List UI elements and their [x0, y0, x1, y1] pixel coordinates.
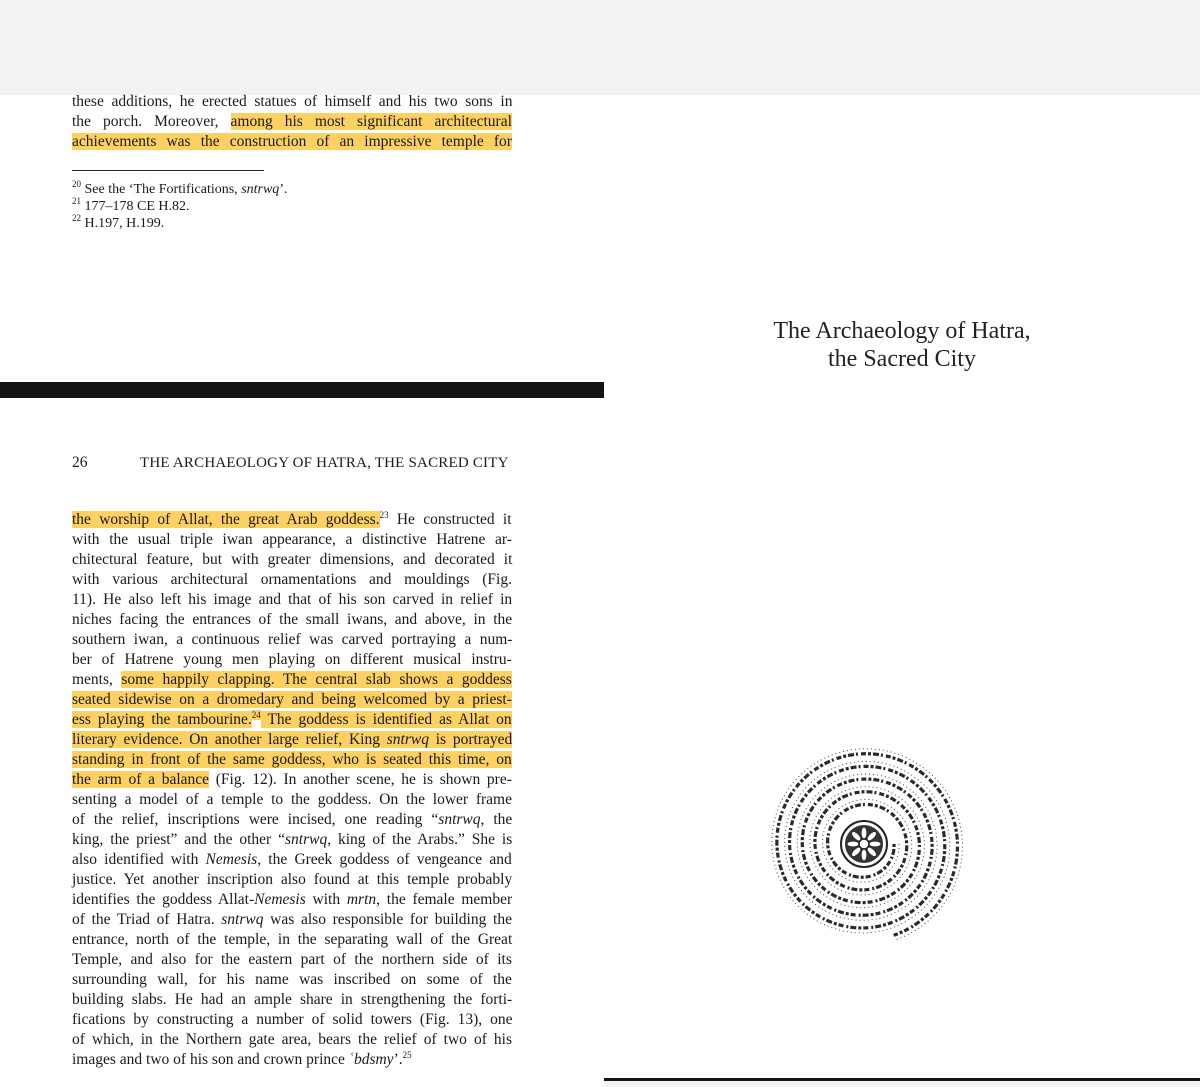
text-line — [72, 950, 512, 970]
text-line — [72, 610, 512, 630]
text-run: mrtn — [346, 891, 377, 908]
text-run: images and two of his son and crown prince — [72, 1051, 349, 1068]
text-line — [72, 590, 512, 610]
text-run: Nemesis — [205, 851, 258, 868]
text-run: (Fig. 12). In another scene, he is shown pre- — [209, 771, 512, 788]
book-title-line-2: the Sacred City — [828, 346, 976, 372]
highlighted-text: seated sidewise on a dromedary and being welcomed by a priest- — [72, 691, 512, 708]
text-line — [72, 630, 512, 650]
highlighted-text: achievements was the construction of an impressive temple for — [72, 133, 512, 150]
text-run: Temple, and also for the eastern part of the northern side of its — [72, 951, 512, 968]
text-line — [72, 710, 512, 730]
text-line — [72, 970, 512, 990]
highlighted-text: some happily clapping. The central slab shows a goddess — [121, 671, 512, 688]
note-reference: 21 — [72, 196, 81, 206]
text-run: of the Triad of Hatra. — [72, 911, 222, 928]
text-line — [72, 510, 512, 530]
highlighted-text: the arm of a balance — [72, 771, 210, 788]
text-line — [72, 750, 512, 770]
text-line — [72, 650, 512, 670]
text-run: of which, in the Northern gate area, bears the relief of two of his — [72, 1031, 512, 1048]
text-run: surrounding wall, for his name was inscribed on some of the — [72, 971, 512, 988]
text-line — [72, 92, 512, 112]
text-line — [72, 930, 512, 950]
text-run: ments, — [72, 671, 122, 688]
book-title-line-1: The Archaeology of Hatra, — [773, 318, 1031, 344]
text-run: H.197, H.199. — [81, 216, 165, 231]
text-run: the porch. Moreover, — [72, 113, 231, 130]
text-run: , the Greek goddess of vengeance and — [257, 851, 512, 868]
text-run: of the relief, inscriptions were incised, one reading “ — [72, 811, 439, 828]
text-run: fications by constructing a number of solid towers (Fig. 13), one — [72, 1011, 513, 1028]
text-run: with — [305, 891, 347, 908]
highlighted-text: The goddess is identified as Allat on — [260, 711, 512, 728]
text-line — [72, 770, 512, 790]
text-line — [72, 1050, 512, 1070]
text-line — [72, 132, 512, 152]
text-run: sntrwq — [241, 182, 280, 197]
text-run: He constructed it — [388, 511, 512, 528]
top-page-body-text — [72, 92, 512, 152]
note-reference: 25 — [402, 1050, 412, 1060]
circular-inscription-emblem-icon — [764, 744, 964, 944]
note-reference: 22 — [72, 213, 81, 223]
note-reference: 24 — [251, 710, 261, 720]
footnote — [72, 198, 512, 215]
book-title — [534, 317, 1200, 373]
highlighted-text: literary evidence. On another large relief, King — [72, 731, 387, 748]
text-run: southern iwan, a continuous relief was carved portraying a num- — [72, 631, 513, 648]
text-run: entrance, north of the temple, in the separating wall of the Great — [72, 931, 513, 948]
footnote — [72, 181, 512, 198]
text-line — [72, 550, 512, 570]
text-run: identifies the goddess Allat- — [72, 891, 255, 908]
text-run: building slabs. He had an ample share in strengthening the forti- — [72, 991, 513, 1008]
text-line — [72, 850, 512, 870]
text-line — [72, 870, 512, 890]
footnotes — [72, 181, 512, 232]
text-line — [72, 790, 512, 810]
highlighted-text: ess playing the tambourine. — [72, 711, 252, 728]
text-line — [72, 690, 512, 710]
text-line — [72, 1010, 512, 1030]
text-line — [72, 570, 512, 590]
text-run: with various architectural ornamentations and mouldings (Fig. — [72, 571, 512, 588]
text-line — [72, 910, 512, 930]
text-run: was also responsible for building the — [263, 911, 512, 928]
footnote — [72, 215, 512, 232]
text-run: justice. Yet another inscription also found at this temple probably — [72, 871, 513, 888]
note-reference: 20 — [72, 179, 81, 189]
text-line — [72, 670, 512, 690]
text-line — [72, 730, 512, 750]
text-run: 177–178 CE H.82. — [81, 199, 190, 214]
highlighted-text: sntrwq — [386, 731, 429, 748]
highlighted-text: the worship of Allat, the great Arab goddess. — [72, 511, 380, 528]
text-run: 11). He also left his image and that of his son carved in relief in — [72, 591, 513, 608]
text-run: senting a model of a temple to the goddess. On the lower frame — [72, 791, 512, 808]
text-line — [72, 112, 512, 132]
highlighted-text: is portrayed — [428, 731, 513, 748]
right-page-bottom-edge — [604, 1078, 1200, 1081]
text-run: See the ‘The Fortifications, — [81, 182, 242, 197]
bottom-page-body-text — [72, 510, 512, 1070]
text-run: also identified with — [72, 851, 206, 868]
text-line — [72, 990, 512, 1010]
highlighted-text: standing in front of the same goddess, who is seated this time, on — [72, 751, 512, 768]
page-divider-bar — [0, 382, 604, 398]
footnote-separator — [72, 170, 264, 171]
running-head: THE ARCHAEOLOGY OF HATRA, THE SACRED CITY — [140, 455, 509, 471]
text-line — [72, 1030, 512, 1050]
text-run: ber of Hatrene young men playing on different musical instru- — [72, 651, 512, 668]
text-run: , the — [480, 811, 513, 828]
text-run: sntrwq — [284, 831, 328, 848]
text-line — [72, 530, 512, 550]
text-line — [72, 810, 512, 830]
text-run: , the female member — [376, 891, 513, 908]
text-line — [72, 830, 512, 850]
text-run: with the usual triple iwan appearance, a distinctive Hatrene ar- — [72, 531, 512, 548]
text-run: niches facing the entrances of the small iwans, and above, in the — [72, 611, 513, 628]
text-run: Nemesis — [254, 891, 306, 908]
note-reference: 23 — [379, 510, 389, 520]
text-run: these additions, he erected statues of himself and his two sons in — [72, 93, 513, 110]
page-number: 26 — [72, 454, 88, 471]
text-run: , king of the Arabs.” She is — [327, 831, 513, 848]
text-line — [72, 890, 512, 910]
text-run: king, the priest” and the other “ — [72, 831, 285, 848]
text-run: ’. — [393, 1051, 403, 1068]
text-run: sntrwq — [221, 911, 264, 928]
text-run: chitectural feature, but with greater dimensions, and decorated it — [72, 551, 513, 568]
highlighted-text: among his most significant architectural — [230, 113, 512, 130]
text-run: ʿbdsmy — [348, 1051, 394, 1068]
text-run: ’. — [279, 182, 288, 197]
text-run: sntrwq — [438, 811, 481, 828]
